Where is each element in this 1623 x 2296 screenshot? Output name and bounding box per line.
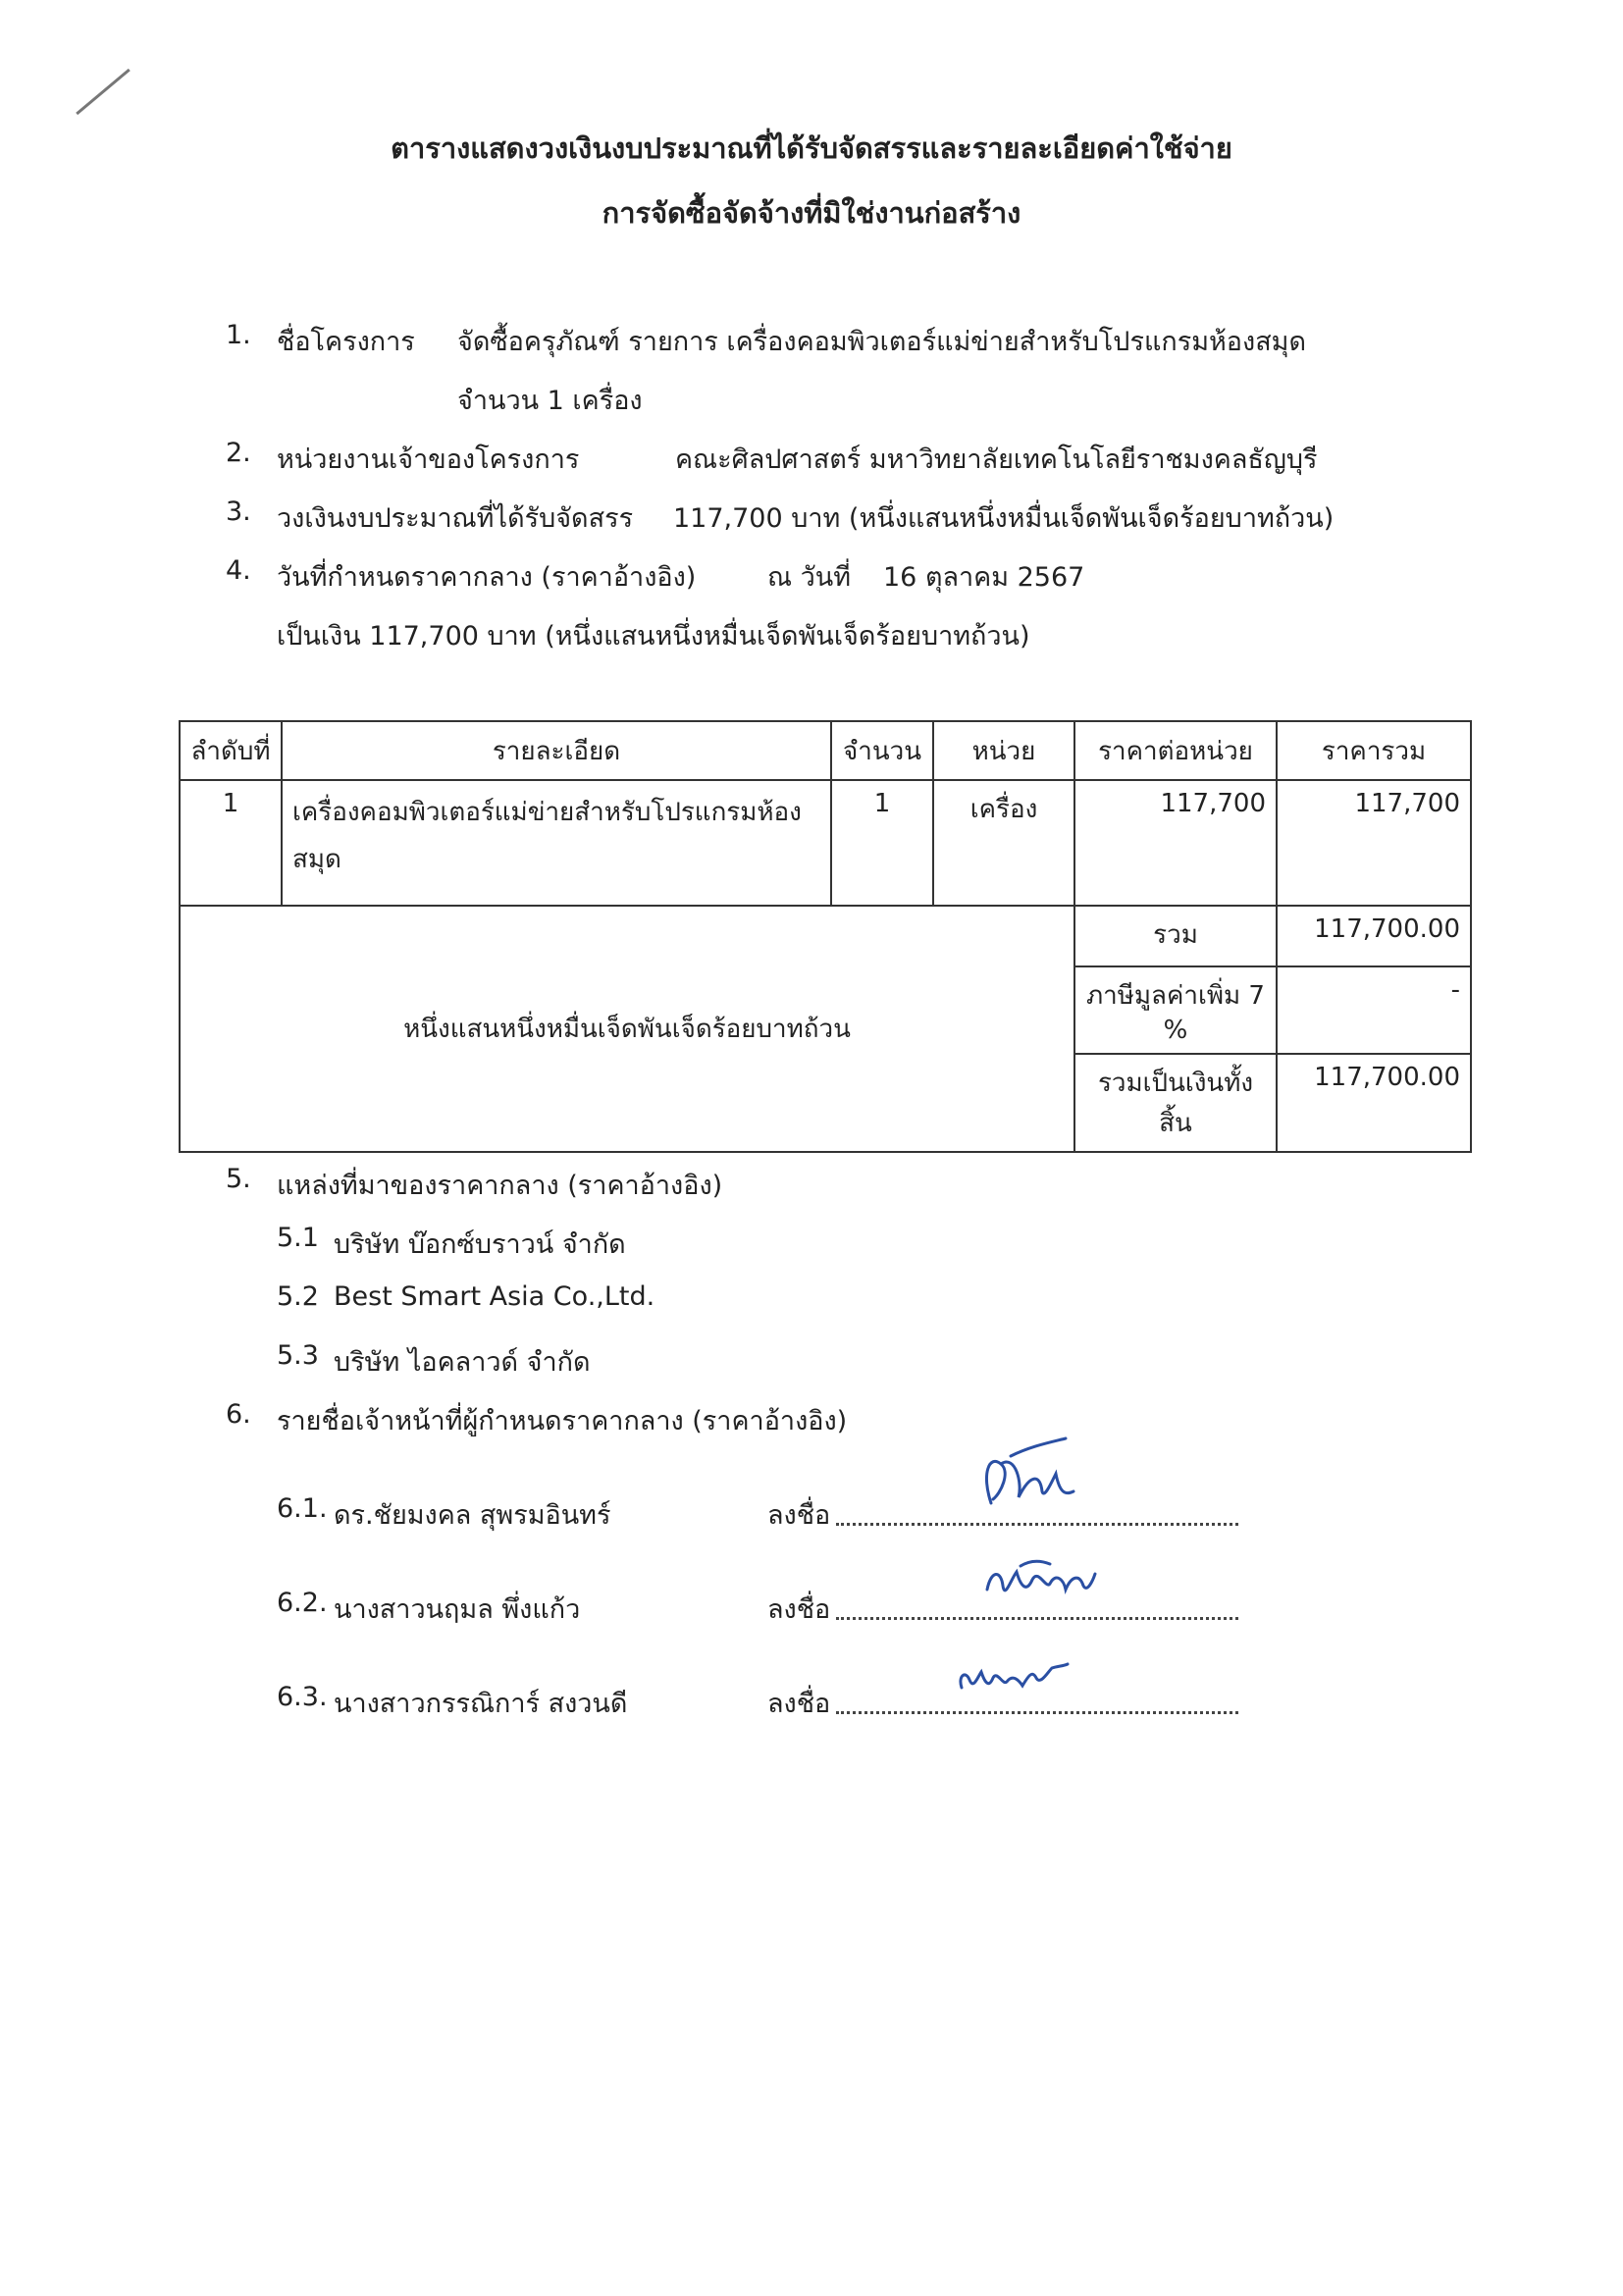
source-2-num: 5.2 xyxy=(277,1281,319,1312)
grand-total-label: รวมเป็นเงินทั้งสิ้น xyxy=(1074,1054,1277,1152)
item1-value-cont: จำนวน 1 เครื่อง xyxy=(457,386,643,416)
item4-num: 4. xyxy=(226,555,251,586)
header-qty: จำนวน xyxy=(831,721,933,780)
source-1-name: บริษัท บ๊อกซ์บราวน์ จำกัด xyxy=(334,1229,626,1260)
official-3-name: นางสาวกรรณิการ์ สงวนดี xyxy=(334,1689,628,1719)
cell-no: 1 xyxy=(180,780,282,906)
document-title-line1: ตารางแสดงวงเงินงบประมาณที่ได้รับจัดสรรและรายละเอียดค่าใช้จ่าย xyxy=(391,131,1232,165)
item1-num: 1. xyxy=(226,320,251,350)
official-3-num: 6.3. xyxy=(277,1682,328,1712)
document-title-line2: การจัดซื้อจัดจ้างที่มิใช่งานก่อสร้าง xyxy=(602,196,1021,230)
cell-unit-price: 117,700 xyxy=(1074,780,1277,906)
source-3-num: 5.3 xyxy=(277,1340,319,1371)
item2-value: คณะศิลปศาสตร์ มหาวิทยาลัยเทคโนโลยีราชมงคลธัญบุรี xyxy=(675,444,1318,475)
item4-amount: เป็นเงิน 117,700 บาท (หนึ่งแสนหนึ่งหมื่นเจ็ดพันเจ็ดร้อยบาทถ้วน) xyxy=(277,621,1030,652)
signature-line-1 xyxy=(836,1523,1238,1526)
cell-total: 117,700 xyxy=(1277,780,1471,906)
source-3-name: บริษัท ไอคลาวด์ จำกัด xyxy=(334,1347,591,1378)
official-2-sign-label: ลงชื่อ xyxy=(767,1594,831,1625)
cost-table xyxy=(179,720,1472,1153)
vat-value: - xyxy=(1277,966,1471,1054)
header-unit-price: ราคาต่อหน่วย xyxy=(1074,721,1277,780)
sum-row xyxy=(180,906,1471,966)
signature-1-image xyxy=(971,1435,1079,1523)
official-3-sign-label: ลงชื่อ xyxy=(767,1689,831,1719)
signature-3-image xyxy=(954,1652,1072,1701)
official-1-name: ดร.ชัยมงคล สุพรมอินทร์ xyxy=(334,1500,611,1531)
item5-num: 5. xyxy=(226,1164,251,1194)
header-no: ลำดับที่ xyxy=(180,721,282,780)
cell-unit: เครื่อง xyxy=(933,780,1074,906)
item1-label: ชื่อโครงการ xyxy=(277,327,415,357)
item4-label: วันที่กำหนดราคากลาง (ราคาอ้างอิง) xyxy=(277,562,697,593)
cell-detail: เครื่องคอมพิวเตอร์แม่ข่ายสำหรับโปรแกรมห้องสมุด xyxy=(282,780,831,906)
cell-qty: 1 xyxy=(831,780,933,906)
official-1-sign-label: ลงชื่อ xyxy=(767,1500,831,1531)
item2-num: 2. xyxy=(226,438,251,468)
item6-num: 6. xyxy=(226,1399,251,1430)
item3-num: 3. xyxy=(226,496,251,527)
signature-line-3 xyxy=(836,1711,1238,1714)
header-detail: รายละเอียด xyxy=(282,721,831,780)
official-2-name: นางสาวนฤมล พึ่งแก้ว xyxy=(334,1594,581,1625)
pen-mark xyxy=(76,69,131,115)
signature-line-2 xyxy=(836,1617,1238,1620)
official-1-num: 6.1. xyxy=(277,1493,328,1524)
signature-2-image xyxy=(981,1550,1099,1609)
table-row xyxy=(180,780,1471,906)
item5-label: แหล่งที่มาของราคากลาง (ราคาอ้างอิง) xyxy=(277,1171,723,1201)
table-header-row xyxy=(180,721,1471,780)
header-total: ราคารวม xyxy=(1277,721,1471,780)
grand-total-value: 117,700.00 xyxy=(1277,1054,1471,1152)
official-2-num: 6.2. xyxy=(277,1588,328,1618)
sum-value: 117,700.00 xyxy=(1277,906,1471,966)
item3-label: วงเงินงบประมาณที่ได้รับจัดสรร xyxy=(277,503,634,534)
source-1-num: 5.1 xyxy=(277,1223,319,1253)
item4-date-prefix: ณ วันที่ xyxy=(767,562,852,593)
item1-value: จัดซื้อครุภัณฑ์ รายการ เครื่องคอมพิวเตอร์แม่ข่ายสำหรับโปรแกรมห้องสมุด xyxy=(457,327,1307,357)
item3-value: 117,700 บาท (หนึ่งแสนหนึ่งหมื่นเจ็ดพันเจ็ดร้อยบาทถ้วน) xyxy=(673,503,1335,534)
item4-date-value: 16 ตุลาคม 2567 xyxy=(883,562,1085,593)
amount-in-words: หนึ่งแสนหนึ่งหมื่นเจ็ดพันเจ็ดร้อยบาทถ้วน xyxy=(180,906,1074,1152)
vat-label: ภาษีมูลค่าเพิ่ม 7 % xyxy=(1074,966,1277,1054)
item6-label: รายชื่อเจ้าหน้าที่ผู้กำหนดราคากลาง (ราคาอ้างอิง) xyxy=(277,1406,848,1436)
item2-label: หน่วยงานเจ้าของโครงการ xyxy=(277,444,580,475)
header-unit: หน่วย xyxy=(933,721,1074,780)
source-2-name: Best Smart Asia Co.,Ltd. xyxy=(334,1281,655,1312)
sum-label: รวม xyxy=(1074,906,1277,966)
